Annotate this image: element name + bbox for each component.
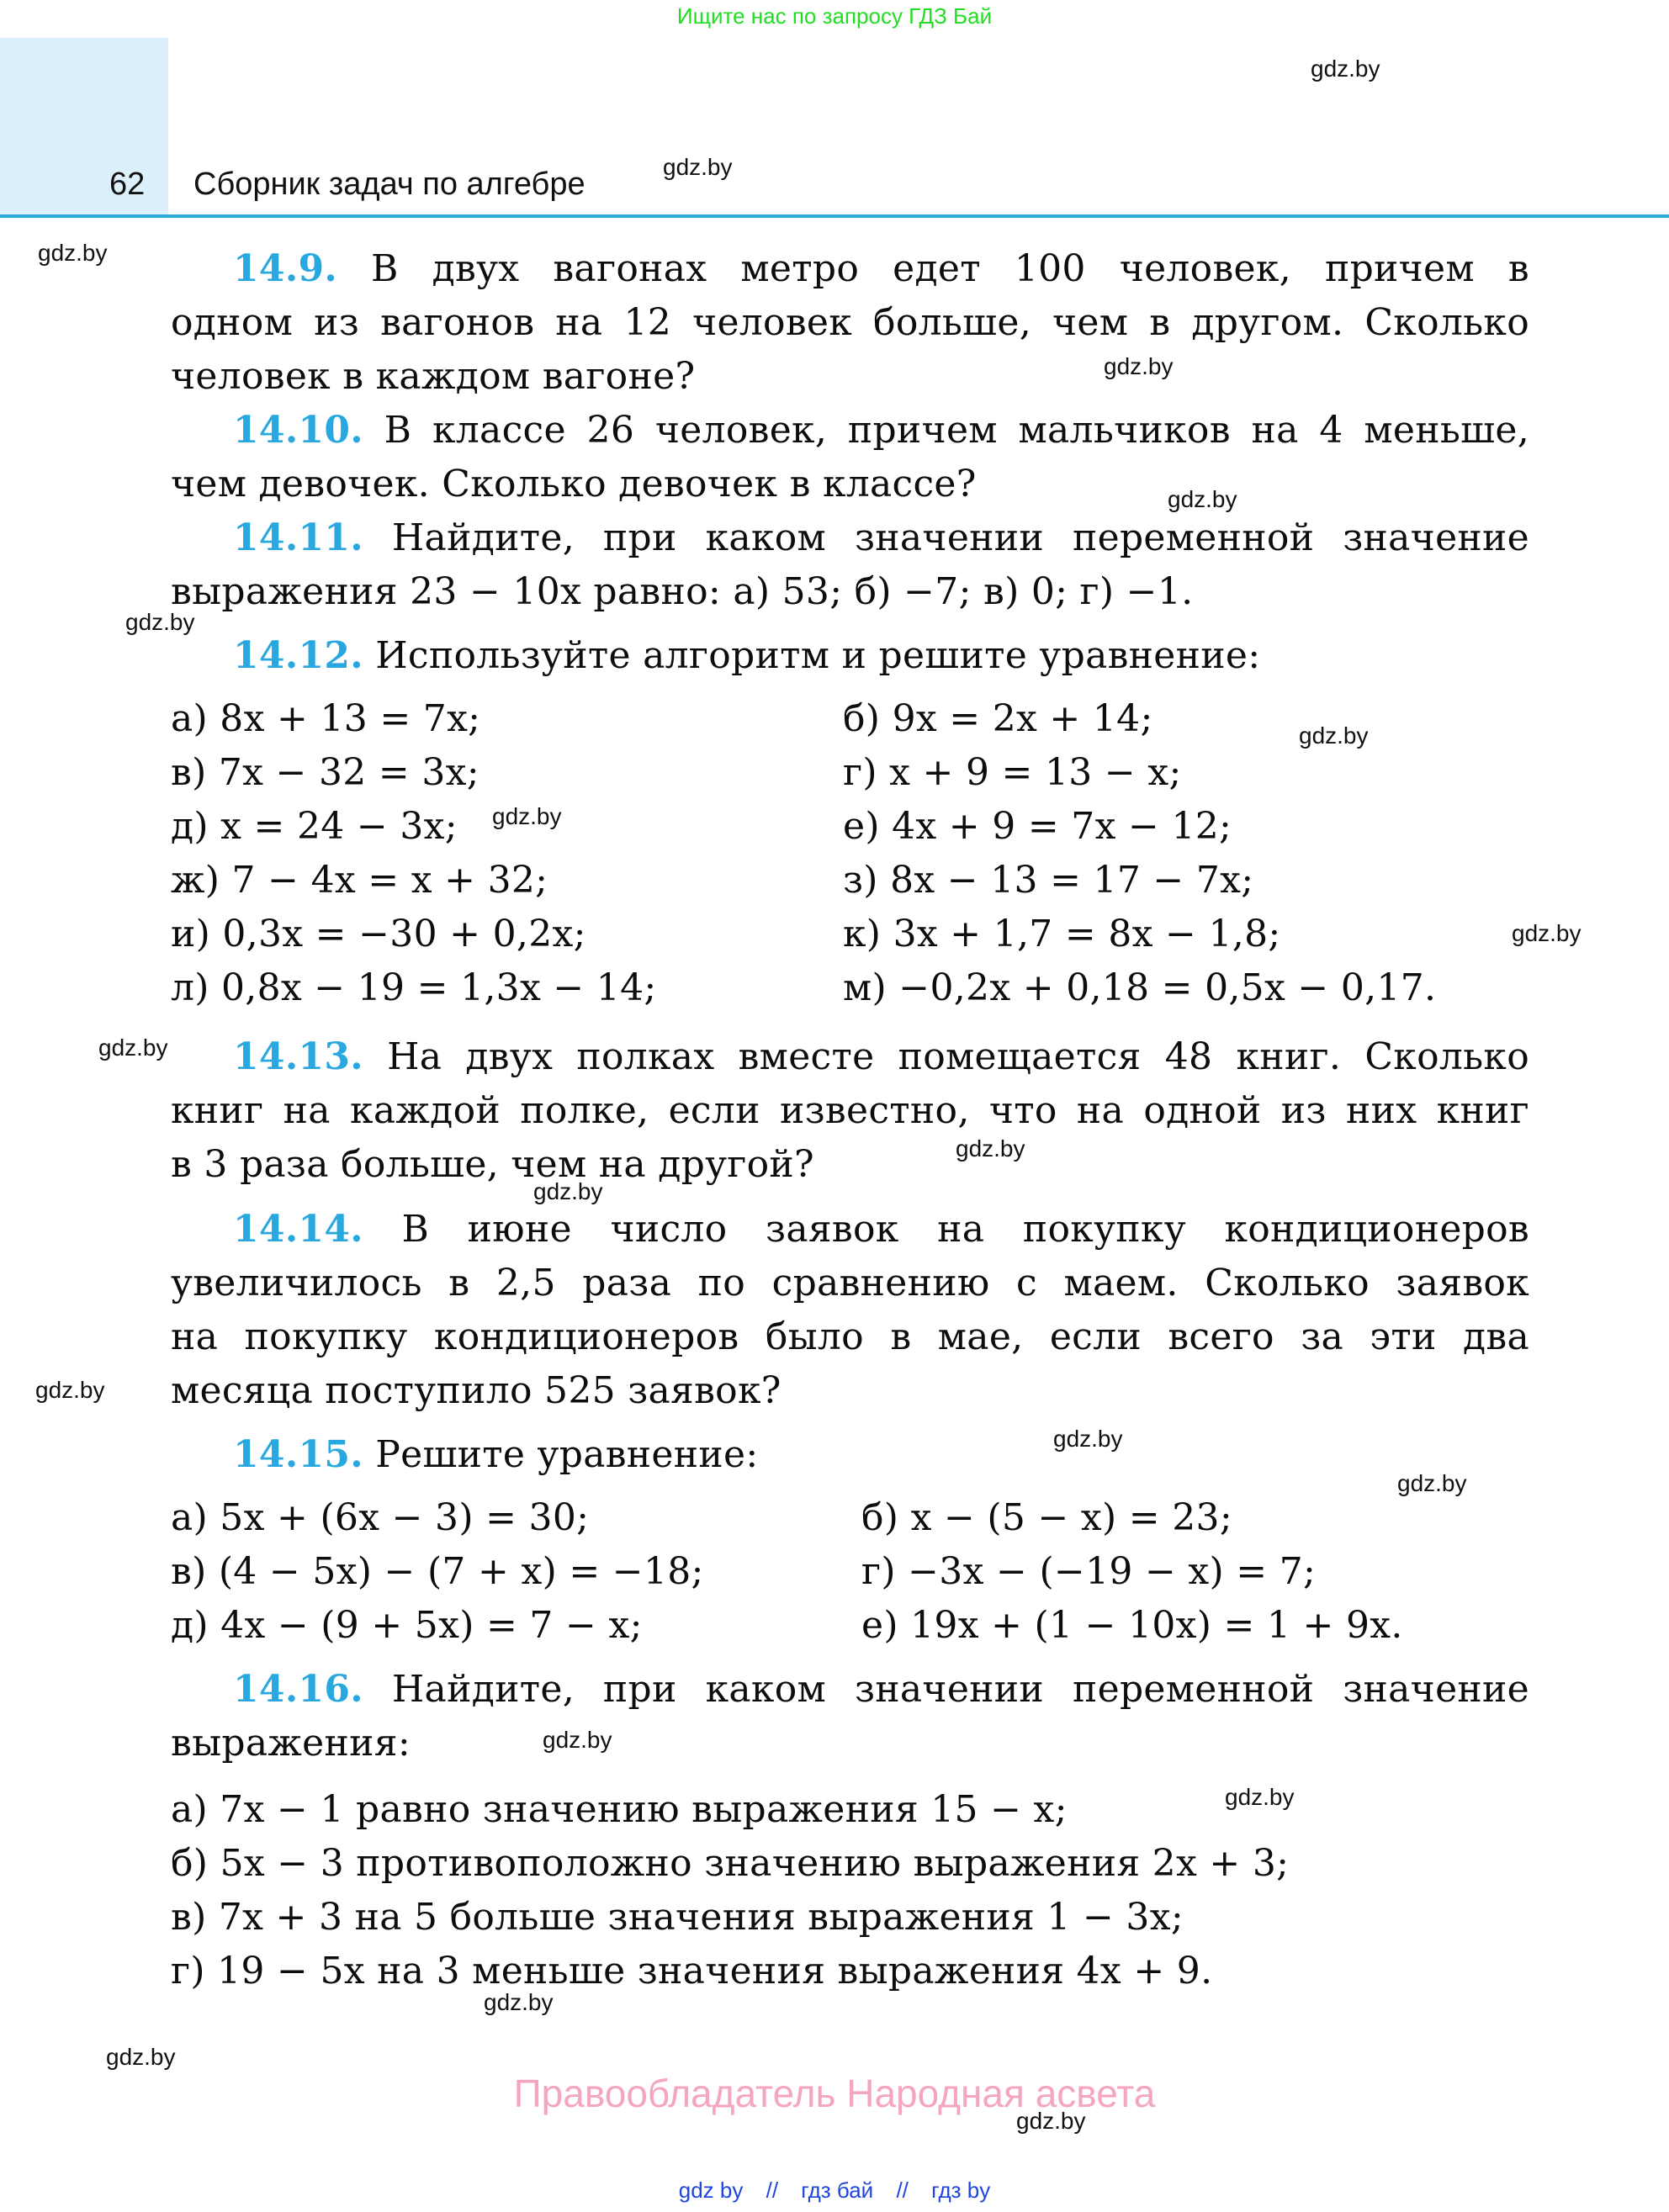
equation-item: з) 8x − 13 = 17 − 7x;	[843, 859, 1254, 902]
problem-text-line: Решите уравнение:	[375, 1433, 759, 1476]
problem-text-line: выражения 23 − 10x равно: а) 53; б) −7; в) 0; г) −1.	[171, 570, 1194, 613]
problem-number: 14.10.	[233, 409, 363, 452]
watermark: gdz.by	[1512, 920, 1582, 946]
header-rule	[0, 214, 1669, 218]
equation-item: в) (4 − 5x) − (7 + x) = −18;	[171, 1550, 704, 1593]
problem-text-line: На двух полках вместе помещается 48 книг. Сколько	[387, 1035, 1529, 1078]
problem-text-line: Найдите, при каком значении переменной значение	[391, 1668, 1529, 1711]
condition-item: г) 19 − 5x на 3 меньше значения выражения 4x + 9.	[171, 1950, 1213, 1992]
condition-item: в) 7x + 3 на 5 больше значения выражения 1 − 3x;	[171, 1896, 1184, 1939]
condition-item: б) 5x − 3 противоположно значению выражения 2x + 3;	[171, 1842, 1290, 1885]
watermark: gdz.by	[1168, 486, 1237, 512]
equation-item: е) 19x + (1 − 10x) = 1 + 9x.	[861, 1604, 1403, 1647]
equation-item: а) 5x + (6x − 3) = 30;	[171, 1496, 590, 1539]
equation-item: в) 7x − 32 = 3x;	[171, 751, 480, 794]
problem-text-line: на покупку кондиционеров было в мае, если всего за эти два	[171, 1315, 1529, 1358]
footer-link-gdz-by-cyr[interactable]: гдз by	[931, 2178, 991, 2203]
problem-text-line: увеличилось в 2,5 раза по сравнению с маем. Сколько заявок	[171, 1262, 1529, 1304]
watermark: gdz.by	[125, 609, 195, 635]
problem-number: 14.9.	[233, 247, 337, 290]
watermark: gdz.by	[1225, 1784, 1295, 1810]
problem-number: 14.13.	[233, 1035, 363, 1078]
watermark: gdz.by	[533, 1178, 603, 1204]
problem-text-line: В классе 26 человек, причем мальчиков на 4 меньше,	[384, 409, 1529, 452]
problem-number: 14.14.	[233, 1208, 363, 1251]
watermark: gdz.by	[1299, 722, 1369, 749]
watermark: gdz.by	[543, 1727, 612, 1753]
watermark: gdz.by	[956, 1135, 1025, 1162]
equation-item: д) 4x − (9 + 5x) = 7 − x;	[171, 1604, 643, 1647]
equation-item: ж) 7 − 4x = x + 32;	[171, 859, 548, 902]
footer-separator: //	[896, 2178, 909, 2203]
equation-item: к) 3x + 1,7 = 8x − 1,8;	[843, 913, 1281, 955]
problem-text-line: в 3 раза больше, чем на другой?	[171, 1143, 814, 1186]
equation-item: л) 0,8x − 19 = 1,3x − 14;	[171, 966, 657, 1009]
watermark: gdz.by	[1311, 56, 1380, 82]
promo-banner: Ищите нас по запросу ГДЗ Бай	[676, 3, 993, 29]
watermark: gdz.by	[1104, 353, 1174, 379]
watermark: gdz.by	[1016, 2108, 1086, 2134]
problem-text-line: В двух вагонах метро едет 100 человек, причем в	[370, 247, 1529, 290]
problem-text-line: чем девочек. Сколько девочек в классе?	[171, 463, 977, 505]
problem-text-line: выражения:	[171, 1722, 411, 1765]
page-number: 62	[109, 167, 146, 202]
running-title: Сборник задач по алгебре	[193, 167, 585, 202]
problem-number: 14.11.	[233, 516, 363, 559]
equation-item: е) 4x + 9 = 7x − 12;	[843, 805, 1232, 848]
copyright-notice: Правообладатель Народная асвета	[513, 2072, 1156, 2115]
footer-link-gdz-bai[interactable]: гдз бай	[801, 2178, 874, 2203]
problem-text-line: месяца поступило 525 заявок?	[171, 1369, 782, 1412]
equation-item: б) 9x = 2x + 14;	[843, 697, 1153, 740]
watermark: gdz.by	[663, 154, 733, 180]
equation-item: д) x = 24 − 3x;	[171, 805, 458, 848]
problem-text-line: одном из вагонов на 12 человек больше, чем в другом. Сколько	[171, 301, 1529, 344]
equation-item: а) 8x + 13 = 7x;	[171, 697, 481, 740]
watermark: gdz.by	[106, 2044, 176, 2070]
footer-separator: //	[766, 2178, 779, 2203]
watermark: gdz.by	[38, 240, 108, 266]
problem-text-line: человек в каждом вагоне?	[171, 355, 696, 398]
footer-link-gdz-by[interactable]: gdz by	[678, 2178, 744, 2203]
equation-item: г) x + 9 = 13 − x;	[843, 751, 1182, 794]
problem-text-line: Используйте алгоритм и решите уравнение:	[375, 634, 1261, 677]
equation-item: м) −0,2x + 0,18 = 0,5x − 0,17.	[843, 966, 1437, 1009]
condition-item: а) 7x − 1 равно значению выражения 15 − x;	[171, 1788, 1068, 1831]
watermark: gdz.by	[484, 1989, 554, 2015]
problem-number: 14.15.	[233, 1433, 363, 1476]
watermark: gdz.by	[1397, 1470, 1467, 1496]
watermark: gdz.by	[492, 803, 562, 829]
equation-item: и) 0,3x = −30 + 0,2x;	[171, 913, 586, 955]
footer-links	[0, 2178, 1669, 2204]
problem-number: 14.16.	[233, 1668, 363, 1711]
equation-item: г) −3x − (−19 − x) = 7;	[861, 1550, 1317, 1593]
watermark: gdz.by	[35, 1377, 105, 1403]
problem-number: 14.12.	[233, 634, 363, 677]
problem-text-line: книг на каждой полке, если известно, что на одной из них книг	[171, 1089, 1529, 1132]
problem-text-line: Найдите, при каком значении переменной значение	[391, 516, 1529, 559]
watermark: gdz.by	[1053, 1426, 1123, 1452]
equation-item: б) x − (5 − x) = 23;	[861, 1496, 1232, 1539]
problem-text-line: В июне число заявок на покупку кондиционеров	[401, 1208, 1529, 1251]
watermark: gdz.by	[98, 1035, 168, 1061]
